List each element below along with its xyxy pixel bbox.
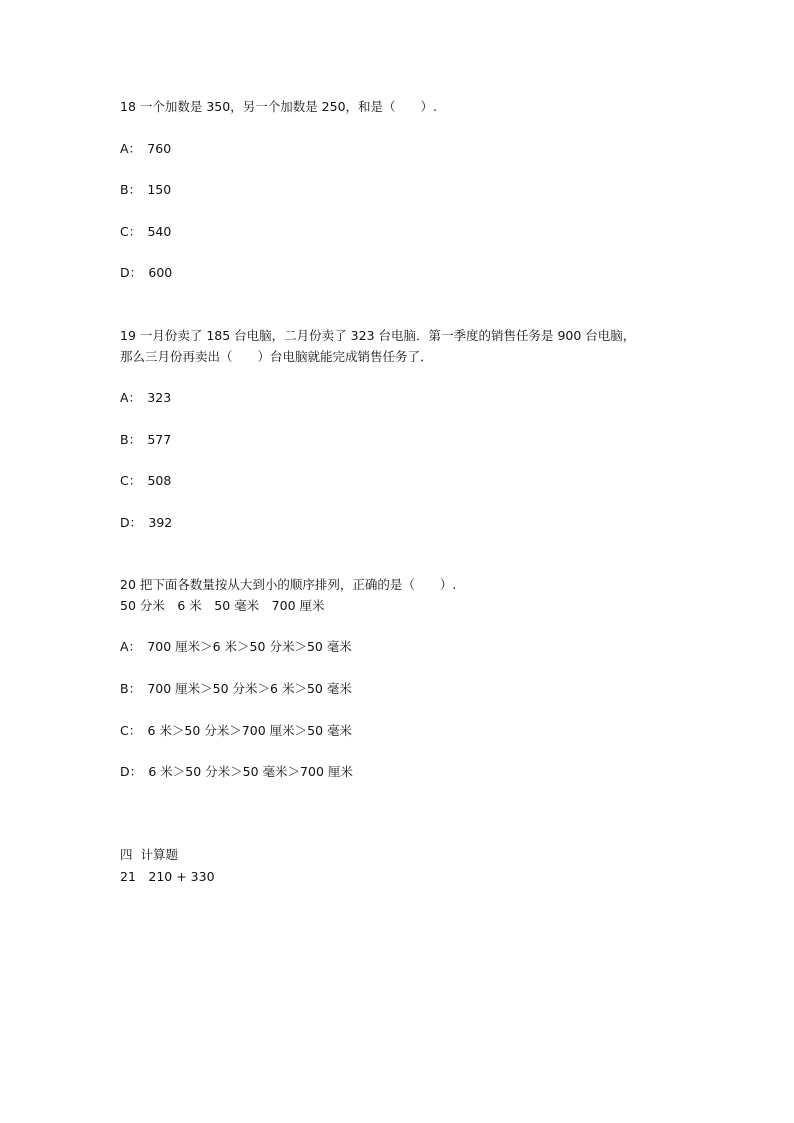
question-21: 21 210 + 330 bbox=[120, 869, 215, 884]
q20-option-b[interactable]: B： 700 厘米＞50 分米＞6 米＞50 毫米 bbox=[120, 681, 352, 696]
question-19-stem-line2: 那么三月份再卖出（ ）台电脑就能完成销售任务了． bbox=[120, 349, 433, 364]
q19-option-a[interactable]: A： 323 bbox=[120, 390, 172, 405]
question-20-stem-line1: 20 把下面各数量按从大到小的顺序排列，正确的是（ ）. bbox=[120, 577, 457, 592]
q19-option-d[interactable]: D： 392 bbox=[120, 515, 173, 530]
q18-option-b[interactable]: B： 150 bbox=[120, 182, 172, 197]
q19-option-c[interactable]: C： 508 bbox=[120, 473, 172, 488]
q20-option-d[interactable]: D： 6 米＞50 分米＞50 毫米＞700 厘米 bbox=[120, 764, 353, 779]
q18-option-d[interactable]: D： 600 bbox=[120, 265, 173, 280]
q20-option-a[interactable]: A： 700 厘米＞6 米＞50 分米＞50 毫米 bbox=[120, 639, 352, 654]
section-4-heading: 四 计算题 bbox=[120, 847, 178, 862]
question-20-stem-line2: 50 分米 6 米 50 毫米 700 厘米 bbox=[120, 598, 325, 613]
q20-option-c[interactable]: C： 6 米＞50 分米＞700 厘米＞50 毫米 bbox=[120, 723, 352, 738]
question-19-stem-line1: 19 一月份卖了 185 台电脑，二月份卖了 323 台电脑．第一季度的销售任务是 900 台电脑， bbox=[120, 328, 636, 343]
q18-option-a[interactable]: A： 760 bbox=[120, 141, 172, 156]
question-18-stem: 18 一个加数是 350，另一个加数是 250，和是（ ）. bbox=[120, 99, 438, 114]
q19-option-b[interactable]: B： 577 bbox=[120, 432, 172, 447]
q18-option-c[interactable]: C： 540 bbox=[120, 224, 172, 239]
